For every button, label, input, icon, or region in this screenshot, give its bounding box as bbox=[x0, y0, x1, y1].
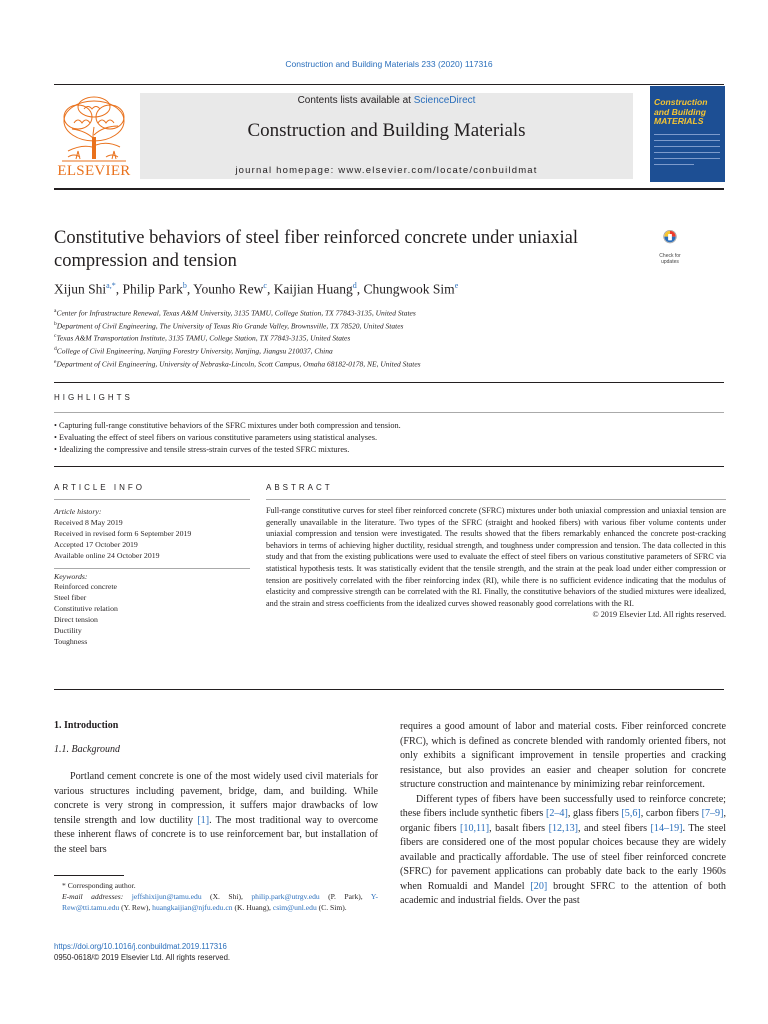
article-info-rule bbox=[54, 499, 250, 500]
email-label: E-mail addresses: bbox=[62, 892, 124, 901]
author-name[interactable]: Younho Rew bbox=[193, 281, 264, 297]
keyword: Reinforced concrete bbox=[54, 582, 117, 592]
email-owner: (C. Sim). bbox=[316, 903, 347, 912]
keyword: Toughness bbox=[54, 636, 88, 646]
contents-line bbox=[140, 95, 633, 106]
affiliation-text: Texas A&M Transportation Institute, 3135 TAMU, College Station, TX 77843-3135, United States bbox=[56, 333, 351, 343]
abstract-copyright: © 2019 Elsevier Ltd. All rights reserved. bbox=[592, 610, 726, 620]
email-owner: (X. Shi), bbox=[201, 892, 252, 901]
history-item: Received in revised form 6 September 2019 bbox=[54, 528, 192, 538]
reference-link[interactable]: [10,11] bbox=[460, 822, 490, 834]
reference-link[interactable]: [5,6] bbox=[621, 808, 641, 819]
email-owner: (P. Park), bbox=[319, 892, 371, 901]
corresponding-author-note: * Corresponding author. bbox=[62, 881, 136, 890]
author-affiliation-marker[interactable]: d bbox=[352, 281, 357, 290]
email-link[interactable]: huangkaijian@njfu.edu.cn bbox=[152, 903, 233, 912]
affiliation bbox=[54, 357, 674, 370]
reference-link[interactable]: [7–9] bbox=[701, 808, 724, 819]
reference-link[interactable]: [12,13] bbox=[548, 822, 579, 834]
doi-block bbox=[54, 941, 454, 963]
highlights-heading: HIGHLIGHTS bbox=[54, 393, 133, 402]
keyword: Steel fiber bbox=[54, 593, 87, 603]
background-heading: 1.1. Background bbox=[54, 744, 121, 755]
email-link[interactable]: philip.park@utrgv.edu bbox=[251, 892, 320, 901]
email-owner: (Y. Rew), bbox=[119, 903, 153, 912]
affiliation-marker: c bbox=[54, 333, 57, 340]
crossmark-label[interactable] bbox=[650, 253, 690, 265]
history-item: Accepted 17 October 2019 bbox=[54, 539, 138, 549]
affiliation-text: Department of Civil Engineering, The University of Texas Rio Grande Valley, Brownsville, TX 78520, United States bbox=[56, 321, 404, 331]
affiliation-marker: e bbox=[54, 358, 57, 365]
highlight-item: • Capturing full-range constitutive behaviors of the SFRC mixtures under both compression and tension. bbox=[54, 421, 401, 430]
reference-link[interactable]: [20] bbox=[530, 880, 548, 892]
article-info-heading: ARTICLE INFO bbox=[54, 483, 145, 492]
body-column-left bbox=[54, 720, 378, 857]
author-name[interactable]: Kaijian Huang bbox=[273, 281, 353, 297]
email-link[interactable]: Y-Rew@tti.tamu.edu bbox=[62, 892, 378, 912]
footnote bbox=[54, 880, 378, 913]
journal-citation[interactable]: Construction and Building Materials 233 (2020) 117316 bbox=[285, 59, 493, 69]
section-divider bbox=[54, 382, 724, 383]
body-column-right bbox=[400, 720, 726, 909]
crossmark-line-1: Check for bbox=[659, 253, 681, 259]
affiliation bbox=[54, 319, 674, 332]
highlight-item: • Idealizing the compressive and tensile stress-strain curves of the tested SFRC mixtures. bbox=[54, 445, 350, 455]
author-affiliation-marker[interactable]: b bbox=[182, 281, 187, 290]
section-divider bbox=[54, 466, 724, 467]
body-paragraph: Portland cement concrete is one of the most widely used civil materials for various structures including pavement, bridge, dam, and building. While concrete is very strong in compression, it suffers major drawbacks of low tensile strength and low ductility [1]. The most traditional way to overcome these inherent flaws of concrete is to use reinforcement bar, but installation of the steel bars bbox=[54, 771, 379, 855]
cover-title-line-3: MATERIALS bbox=[654, 116, 704, 126]
masthead-top-rule bbox=[54, 84, 724, 85]
cover-title bbox=[654, 98, 724, 127]
affiliation-marker: d bbox=[54, 346, 57, 353]
cover-stripe bbox=[654, 152, 720, 153]
doi-link[interactable]: https://doi.org/10.1016/j.conbuildmat.2019.117316 bbox=[54, 942, 227, 951]
affiliation-marker: a bbox=[54, 308, 57, 314]
affiliation bbox=[54, 344, 674, 357]
contents-prefix: Contents lists available at bbox=[297, 95, 414, 106]
affiliation bbox=[54, 331, 674, 344]
abstract-heading: ABSTRACT bbox=[266, 483, 333, 492]
article-title: Constitutive behaviors of steel fiber reinforced concrete under uniaxial compression and tension bbox=[54, 228, 578, 271]
highlights-rule bbox=[54, 412, 724, 413]
author-affiliation-marker[interactable]: a,* bbox=[106, 281, 116, 290]
masthead-bottom-rule bbox=[54, 188, 724, 190]
journal-title: Construction and Building Materials bbox=[247, 120, 526, 141]
history-label: Article history: bbox=[54, 507, 102, 516]
abstract-text: Full-range constitutive curves for steel fiber reinforced concrete (SFRC) mixtures under both uniaxial compression and uniaxial tension are generally unavailable in the literature. Two types of the SFRC (straight and hooked fibers) with various fiber volume contents under uniaxial compression and tension were investigated. The results showed that the fibers remarkably enhanced the concrete post-cracking behaviors in terms of achieving higher ductility, residual strength, and toughness under compression and tension. The data collected in this study and that from the existing publications were used to evaluate the effect of steel fibers on various constitutive parameters of SFRC via statistical hypothesis tests. It was statistically evident that the tensile strength, and the strain at the peak load under either compression or tension are positively correlated with the fiber reinforcing index (RI), while there is no sufficient evidence indicating that the modulus of elasticity and compressive strength can be correlated with the RI. Finally, the constitutive behaviors of the studied mixtures were idealized, and the strain and stress coefficients from the idealized curves showed reasonably good correlations with the RI. bbox=[266, 506, 726, 608]
email-owner: (K. Huang), bbox=[232, 903, 273, 912]
sciencedirect-link[interactable]: ScienceDirect bbox=[413, 95, 476, 106]
affiliation-text: Center for Infrastructure Renewal, Texas A&M University, 3135 TAMU, College Station, TX 77843-3135, United States bbox=[56, 308, 416, 318]
affiliation bbox=[54, 306, 674, 319]
highlight-item: • Evaluating the effect of steel fibers on various constitutive parameters using statistical analyses. bbox=[54, 433, 378, 443]
author-separator: , bbox=[356, 281, 364, 297]
cover-title-line-2: and Building bbox=[654, 106, 707, 117]
history-item: Received 8 May 2019 bbox=[54, 517, 123, 527]
author-separator: , bbox=[266, 281, 274, 297]
author-name[interactable]: Philip Park bbox=[122, 281, 183, 297]
author-affiliation-marker[interactable]: c bbox=[263, 281, 267, 290]
reference-link[interactable]: [2–4] bbox=[545, 808, 568, 819]
issn-copyright: 0950-0618/© 2019 Elsevier Ltd. All rights reserved. bbox=[54, 953, 231, 962]
keyword: Direct tension bbox=[54, 615, 98, 625]
author-affiliation-marker[interactable]: e bbox=[454, 281, 459, 290]
reference-link[interactable]: [1] bbox=[197, 814, 210, 826]
journal-homepage[interactable]: journal homepage: www.elsevier.com/locate/conbuildmat bbox=[235, 165, 538, 176]
crossmark-line-2: updates bbox=[661, 259, 679, 265]
cover-stripe bbox=[654, 146, 720, 147]
author-separator: , bbox=[186, 281, 194, 297]
article-info bbox=[54, 507, 250, 648]
body-paragraph: Different types of fibers have been successfully used to reinforce concrete; these fibers include synthetic fibers [2–4], glass fibers [5,6], carbon fibers [7–9], organic fibers [10,11], basalt fibers [12,13], and steel fibers [14–19]. The steel fibers are considered one of the most popular choices because they are widely available and practically affordable. The use of steel fiber reinforced concrete (SFRC) for pavement applications can probably date back to the early 1960s when Romualdi and Mandel [20] brought SFRC to the attention of both academic and industrial fields. Over the past bbox=[400, 793, 726, 906]
introduction-heading: 1. Introduction bbox=[54, 720, 119, 731]
elsevier-wordmark: ELSEVIER bbox=[57, 163, 131, 179]
keyword: Constitutive relation bbox=[54, 604, 118, 614]
author-name[interactable]: Chungwook Sim bbox=[363, 281, 455, 297]
highlights-list bbox=[54, 420, 724, 457]
crossmark-icon[interactable] bbox=[651, 229, 689, 253]
affiliation-text: College of Civil Engineering, Nanjing Forestry University, Nanjing, Jiangsu 210037, China bbox=[56, 346, 333, 356]
cover-stripe bbox=[654, 164, 694, 165]
author-list bbox=[54, 281, 458, 298]
keywords-rule bbox=[54, 568, 250, 569]
cover-stripe bbox=[654, 140, 720, 141]
email-link[interactable]: jeffshixijun@tamu.edu bbox=[131, 892, 202, 901]
affiliation-marker: b bbox=[54, 320, 57, 327]
email-link[interactable]: csim@unl.edu bbox=[272, 903, 317, 912]
reference-link[interactable]: [14–19] bbox=[650, 822, 683, 834]
keyword: Ductility bbox=[54, 626, 82, 636]
abstract-body bbox=[266, 505, 726, 621]
abstract-rule bbox=[266, 499, 726, 500]
cover-title-line-1: Construction bbox=[654, 97, 708, 107]
author-name[interactable]: Xijun Shi bbox=[54, 281, 107, 297]
section-divider bbox=[54, 689, 724, 690]
footnote-rule bbox=[54, 875, 124, 876]
cover-stripe bbox=[654, 158, 720, 159]
cover-stripe bbox=[654, 134, 720, 135]
affiliation-list bbox=[54, 306, 674, 370]
email-addresses bbox=[54, 891, 378, 913]
history-item: Available online 24 October 2019 bbox=[54, 550, 160, 560]
journal-cover-thumbnail[interactable] bbox=[650, 86, 725, 182]
keywords-label: Keywords: bbox=[54, 571, 88, 581]
author-separator: , bbox=[115, 281, 123, 297]
affiliation-text: Department of Civil Engineering, University of Nebraska-Lincoln, Scott Campus, Omaha 68182-0178, NE, United States bbox=[56, 359, 421, 369]
body-paragraph: requires a good amount of labor and material costs. Fiber reinforced concrete (FRC), which is defined as concrete blended with randomly oriented fibers, not only exhibits a significant improvement in tensile properties and cracking resistance, but also provides an easier and cheaper solution for concrete structure construction and maintenance by minimizing rebar reinforcement. bbox=[400, 721, 726, 790]
